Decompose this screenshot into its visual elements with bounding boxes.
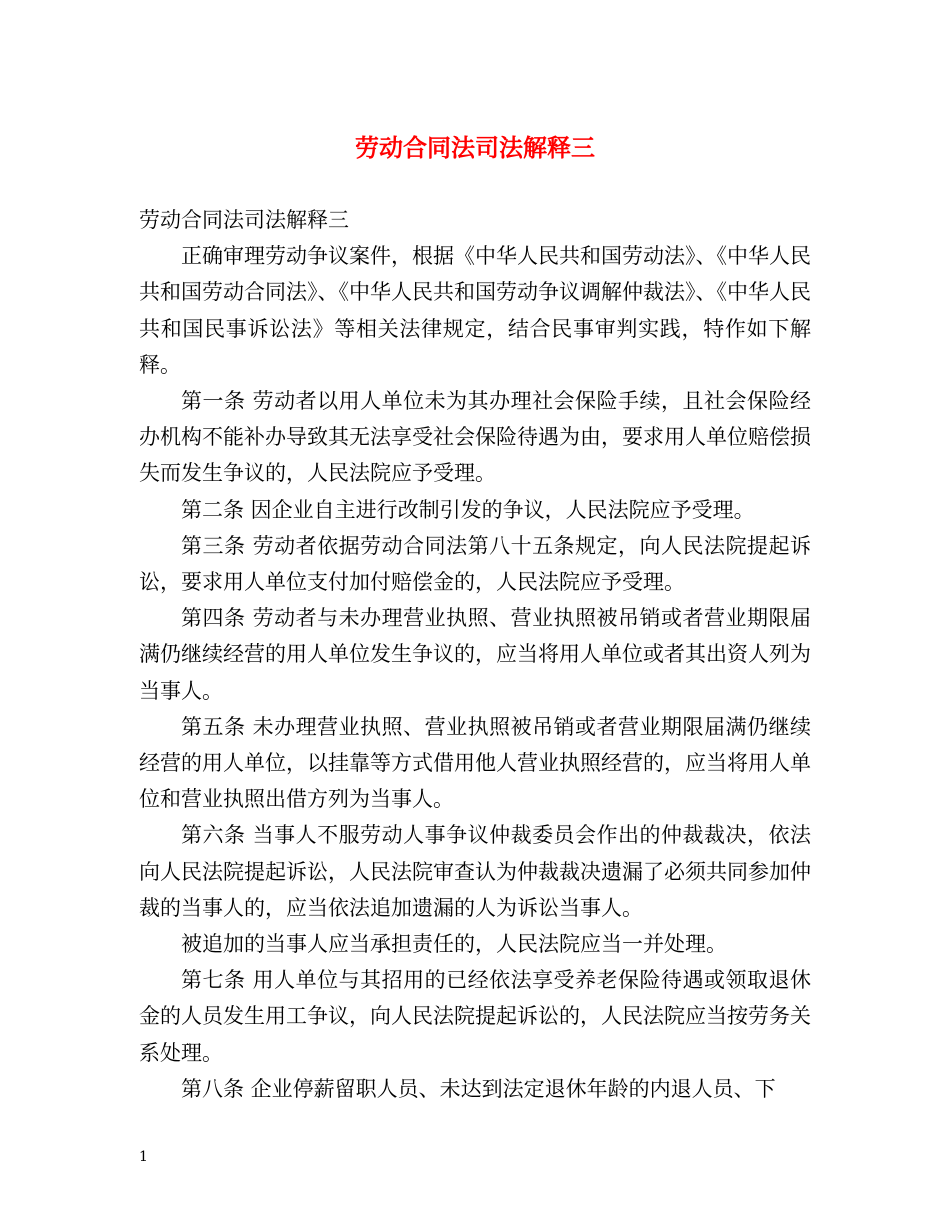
paragraph-article-4: 第四条 劳动者与未办理营业执照、营业执照被吊销或者营业期限届满仍继续经营的用人单位发生争议的，应当将用人单位或者其出资人列为当事人。 <box>139 606 811 703</box>
paragraph-article-7: 第七条 用人单位与其招用的已经依法享受养老保险待遇或领取退休金的人员发生用工争议，向人民法院提起诉讼的，人民法院应当按劳务关系处理。 <box>139 968 811 1065</box>
paragraph-preamble: 正确审理劳动争议案件，根据《中华人民共和国劳动法》、《中华人民共和国劳动合同法》、《中华人民共和国劳动争议调解仲裁法》、《中华人民共和国民事诉讼法》等相关法律规定，结合民事审判实践，特作如下解释。 <box>139 244 811 377</box>
paragraph-article-6: 第六条 当事人不服劳动人事争议仲裁委员会作出的仲裁裁决，依法向人民法院提起诉讼，人民法院审查认为仲裁裁决遗漏了必须共同参加仲裁的当事人的，应当依法追加遗漏的人为诉讼当事人。 <box>139 823 811 920</box>
paragraph-article-5: 第五条 未办理营业执照、营业执照被吊销或者营业期限届满仍继续经营的用人单位，以挂靠等方式借用他人营业执照经营的，应当将用人单位和营业执照出借方列为当事人。 <box>139 714 811 812</box>
paragraph-article-3: 第三条 劳动者依据劳动合同法第八十五条规定，向人民法院提起诉讼，要求用人单位支付加付赔偿金的，人民法院应予受理。 <box>139 533 811 595</box>
paragraph-article-1: 第一条 劳动者以用人单位未为其办理社会保险手续，且社会保险经办机构不能补办导致其无法享受社会保险待遇为由，要求用人单位赔偿损失而发生争议的，人民法院应予受理。 <box>139 389 811 486</box>
page-number: 1 <box>139 1149 148 1165</box>
document-heading: 劳动合同法司法解释三 <box>139 208 349 232</box>
document-body <box>139 202 811 1107</box>
paragraph-article-2: 第二条 因企业自主进行改制引发的争议，人民法院应予受理。 <box>181 497 755 522</box>
paragraph-article-8: 第八条 企业停薪留职人员、未达到法定退休年龄的内退人员、下 <box>181 1076 776 1101</box>
paragraph-article-6-supplement: 被追加的当事人应当承担责任的，人民法院应当一并处理。 <box>181 932 727 957</box>
document-title: 劳动合同法司法解释三 <box>355 133 595 162</box>
